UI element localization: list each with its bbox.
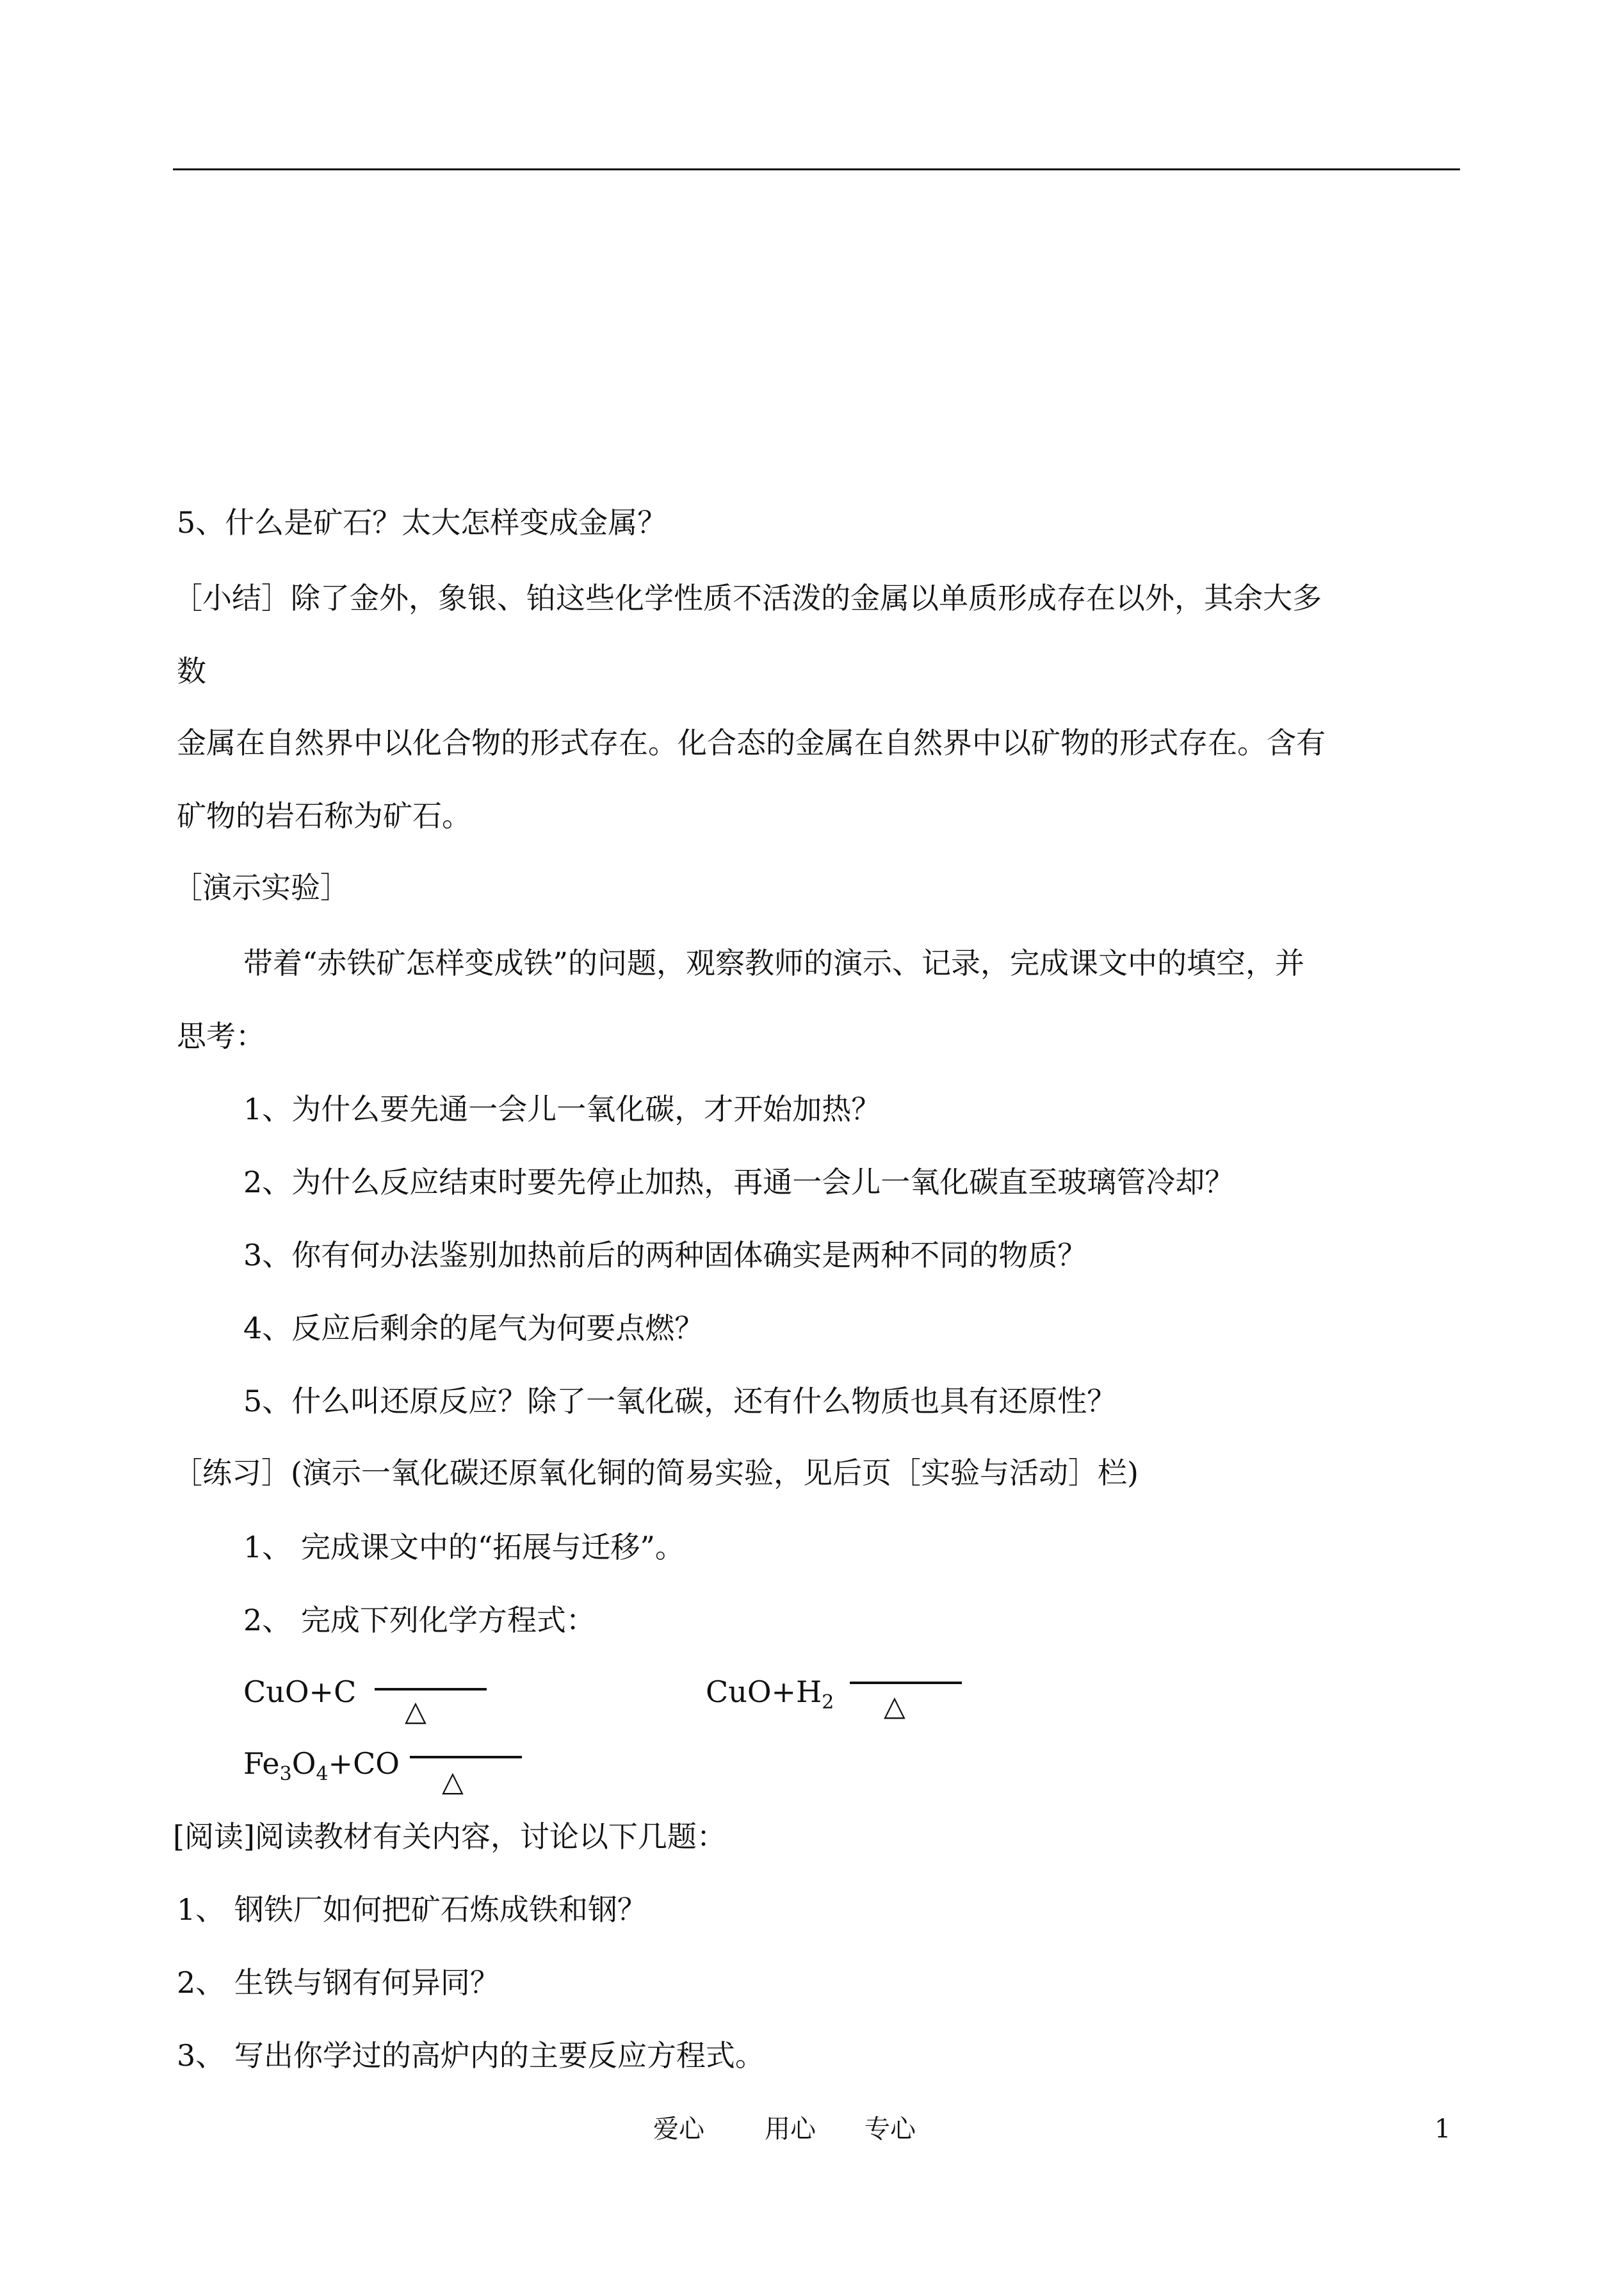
reading-heading: [阅读]阅读教材有关内容，讨论以下几题： xyxy=(173,1819,726,1854)
equation-cuo-h2: $CuO+H_2$ xyxy=(706,1675,834,1714)
page-number: 1 xyxy=(1434,2114,1451,2144)
demo-question: 1、为什么要先通一会儿一氧化碳，才开始加热？ xyxy=(243,1092,881,1126)
heat-symbol: △ xyxy=(442,1765,464,1798)
demo-heading: ［演示实验］ xyxy=(173,870,350,905)
reaction-arrow xyxy=(410,1756,522,1758)
equation-fe3o4-co: $Fe_3O_4+CO$ xyxy=(243,1746,400,1785)
demo-question: 5、什么叫还原反应？除了一氧化碳，还有什么物质也具有还原性？ xyxy=(243,1384,1117,1418)
reading-item: 1、 钢铁厂如何把矿石炼成铁和钢？ xyxy=(177,1892,647,1927)
heat-symbol: △ xyxy=(884,1690,905,1723)
summary-line-1: ［小结］除了金外，象银、铂这些化学性质不活泼的金属以单质形成存在以外，其余大多 xyxy=(173,581,1322,615)
header-rule xyxy=(173,168,1460,170)
demo-question: 2、为什么反应结束时要先停止加热，再通一会儿一氧化碳直至玻璃管冷却？ xyxy=(243,1165,1235,1199)
demo-question: 4、反应后剩余的尾气为何要点燃？ xyxy=(243,1311,704,1345)
heat-symbol: △ xyxy=(405,1695,426,1728)
demo-question: 3、你有何办法鉴别加热前后的两种固体确实是两种不同的物质？ xyxy=(243,1238,1087,1272)
equation-cuo-c: CuO+C xyxy=(243,1675,357,1709)
demo-intro-2: 思考： xyxy=(177,1019,265,1053)
summary-line-4: 矿物的岩石称为矿石。 xyxy=(177,799,471,833)
summary-line-2: 数 xyxy=(177,654,206,688)
footer-motto: 用心 xyxy=(765,2114,816,2144)
footer-motto: 爱心 xyxy=(653,2114,704,2144)
practice-item: 2、 完成下列化学方程式： xyxy=(243,1603,596,1637)
reading-item: 2、 生铁与钢有何异同？ xyxy=(177,1965,499,2000)
practice-item: 1、 完成课文中的“拓展与迁移”。 xyxy=(243,1530,685,1564)
reaction-arrow xyxy=(850,1682,962,1684)
demo-intro-1: 带着“赤铁矿怎样变成铁”的问题，观察教师的演示、记录，完成课文中的填空，并 xyxy=(243,946,1305,980)
question-5: 5、什么是矿石？太大怎样变成金属？ xyxy=(177,505,667,540)
practice-heading: ［练习］(演示一氧化碳还原氧化铜的简易实验，见后页［实验与活动］栏) xyxy=(173,1456,1139,1490)
summary-line-3: 金属在自然界中以化合物的形式存在。化合态的金属在自然界中以矿物的形式存在。含有 xyxy=(177,726,1326,760)
reaction-arrow xyxy=(375,1688,487,1691)
footer-motto: 专心 xyxy=(865,2114,916,2144)
reading-item: 3、 写出你学过的高炉内的主要反应方程式。 xyxy=(177,2038,765,2073)
